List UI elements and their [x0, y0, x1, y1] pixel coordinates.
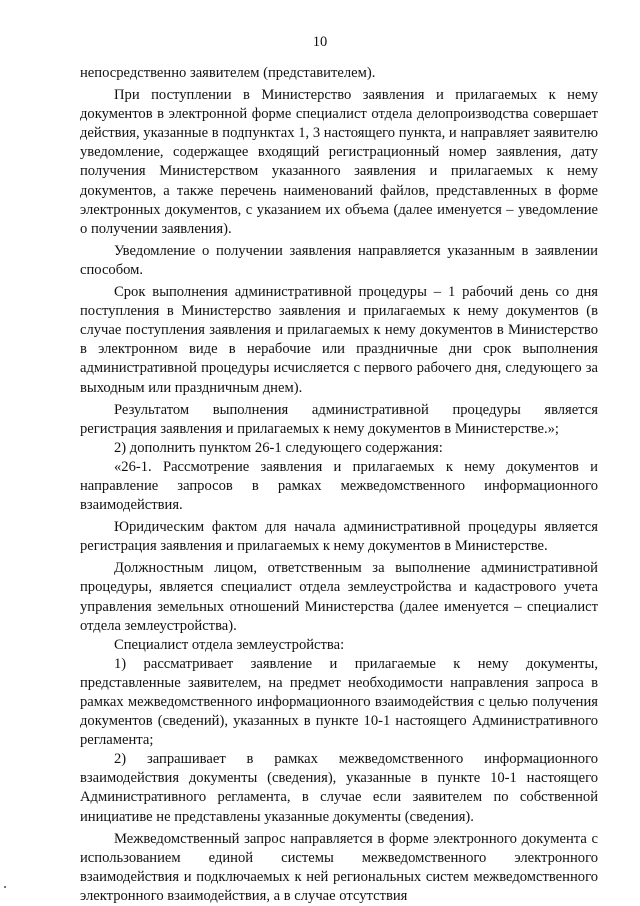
paragraph: Срок выполнения административной процедуры – 1 рабочий день со дня поступления в Министерство заявления и прилагаемых к нему документов (в случае поступления заявления и прилагаемых к нему документов в Министерство в электронном виде в нерабочие или праздничные дни срок выполнения административной процедуры исчисляется с первого рабочего дня, следующего за выходным или праздничным днем).: [80, 284, 598, 396]
paragraph: Межведомственный запрос направляется в форме электронного документа с использованием единой системы межведомственного электронного взаимодействия и подключаемых к ней региональных систем межведомственного электронного взаимодействия, а в случае отсутствия: [80, 830, 598, 904]
paragraph: непосредственно заявителем (представителем).: [80, 65, 376, 81]
paragraph: Уведомление о получении заявления направляется указанным в заявлении способом.: [80, 242, 598, 278]
paragraph: «26-1. Рассмотрение заявления и прилагаемых к нему документов и направление запросов в рамках межведомственного информационного взаимодействия.: [80, 458, 598, 514]
paragraph: 2) запрашивает в рамках межведомственного информационного взаимодействия документы (сведения), указанные в пункте 10-1 настоящего Административного регламента, в случае если заявителем по собственной инициативе не представлены указанные документы (сведения).: [80, 751, 598, 825]
paragraph: 2) дополнить пунктом 26-1 следующего содержания:: [114, 439, 443, 456]
paragraph: Юридическим фактом для начала административной процедуры является регистрация заявления и прилагаемых к нему документов в Министерстве.: [80, 519, 598, 555]
scan-mark: [4, 886, 6, 888]
document-body: [80, 64, 598, 906]
paragraph: Результатом выполнения административной процедуры является регистрация заявления и прилагаемых к нему документов в Министерстве.»;: [80, 401, 598, 437]
paragraph: Должностным лицом, ответственным за выполнение административной процедуры, является специалист отдела землеустройства и кадастрового учета управления земельных отношений Министерства (далее именуется – специалист отдела землеустройства).: [80, 560, 598, 634]
paragraph: Специалист отдела землеустройства:: [114, 636, 345, 653]
paragraph: При поступлении в Министерство заявления и прилагаемых к нему документов в электронной форме специалист отдела делопроизводства совершает действия, указанные в подпунктах 1, 3 настоящего пункта, и направляет заявителю уведомление, содержащее входящий регистрационный номер заявления, дату получения Министерством указанного заявления и прилагаемых к нему документов, а также перечень наименований файлов, представленных в форме электронных документов, с указанием их объема (далее именуется – уведомление о получении заявления).: [80, 87, 598, 237]
page-number: 10: [312, 34, 328, 50]
paragraph: 1) рассматривает заявление и прилагаемые к нему документы, представленные заявителем, на предмет необходимости направления запроса в рамках межведомственного информационного взаимодействия с целью получения документов (сведений), указанных в пункте 10-1 настоящего Административного регламента;: [80, 655, 598, 749]
